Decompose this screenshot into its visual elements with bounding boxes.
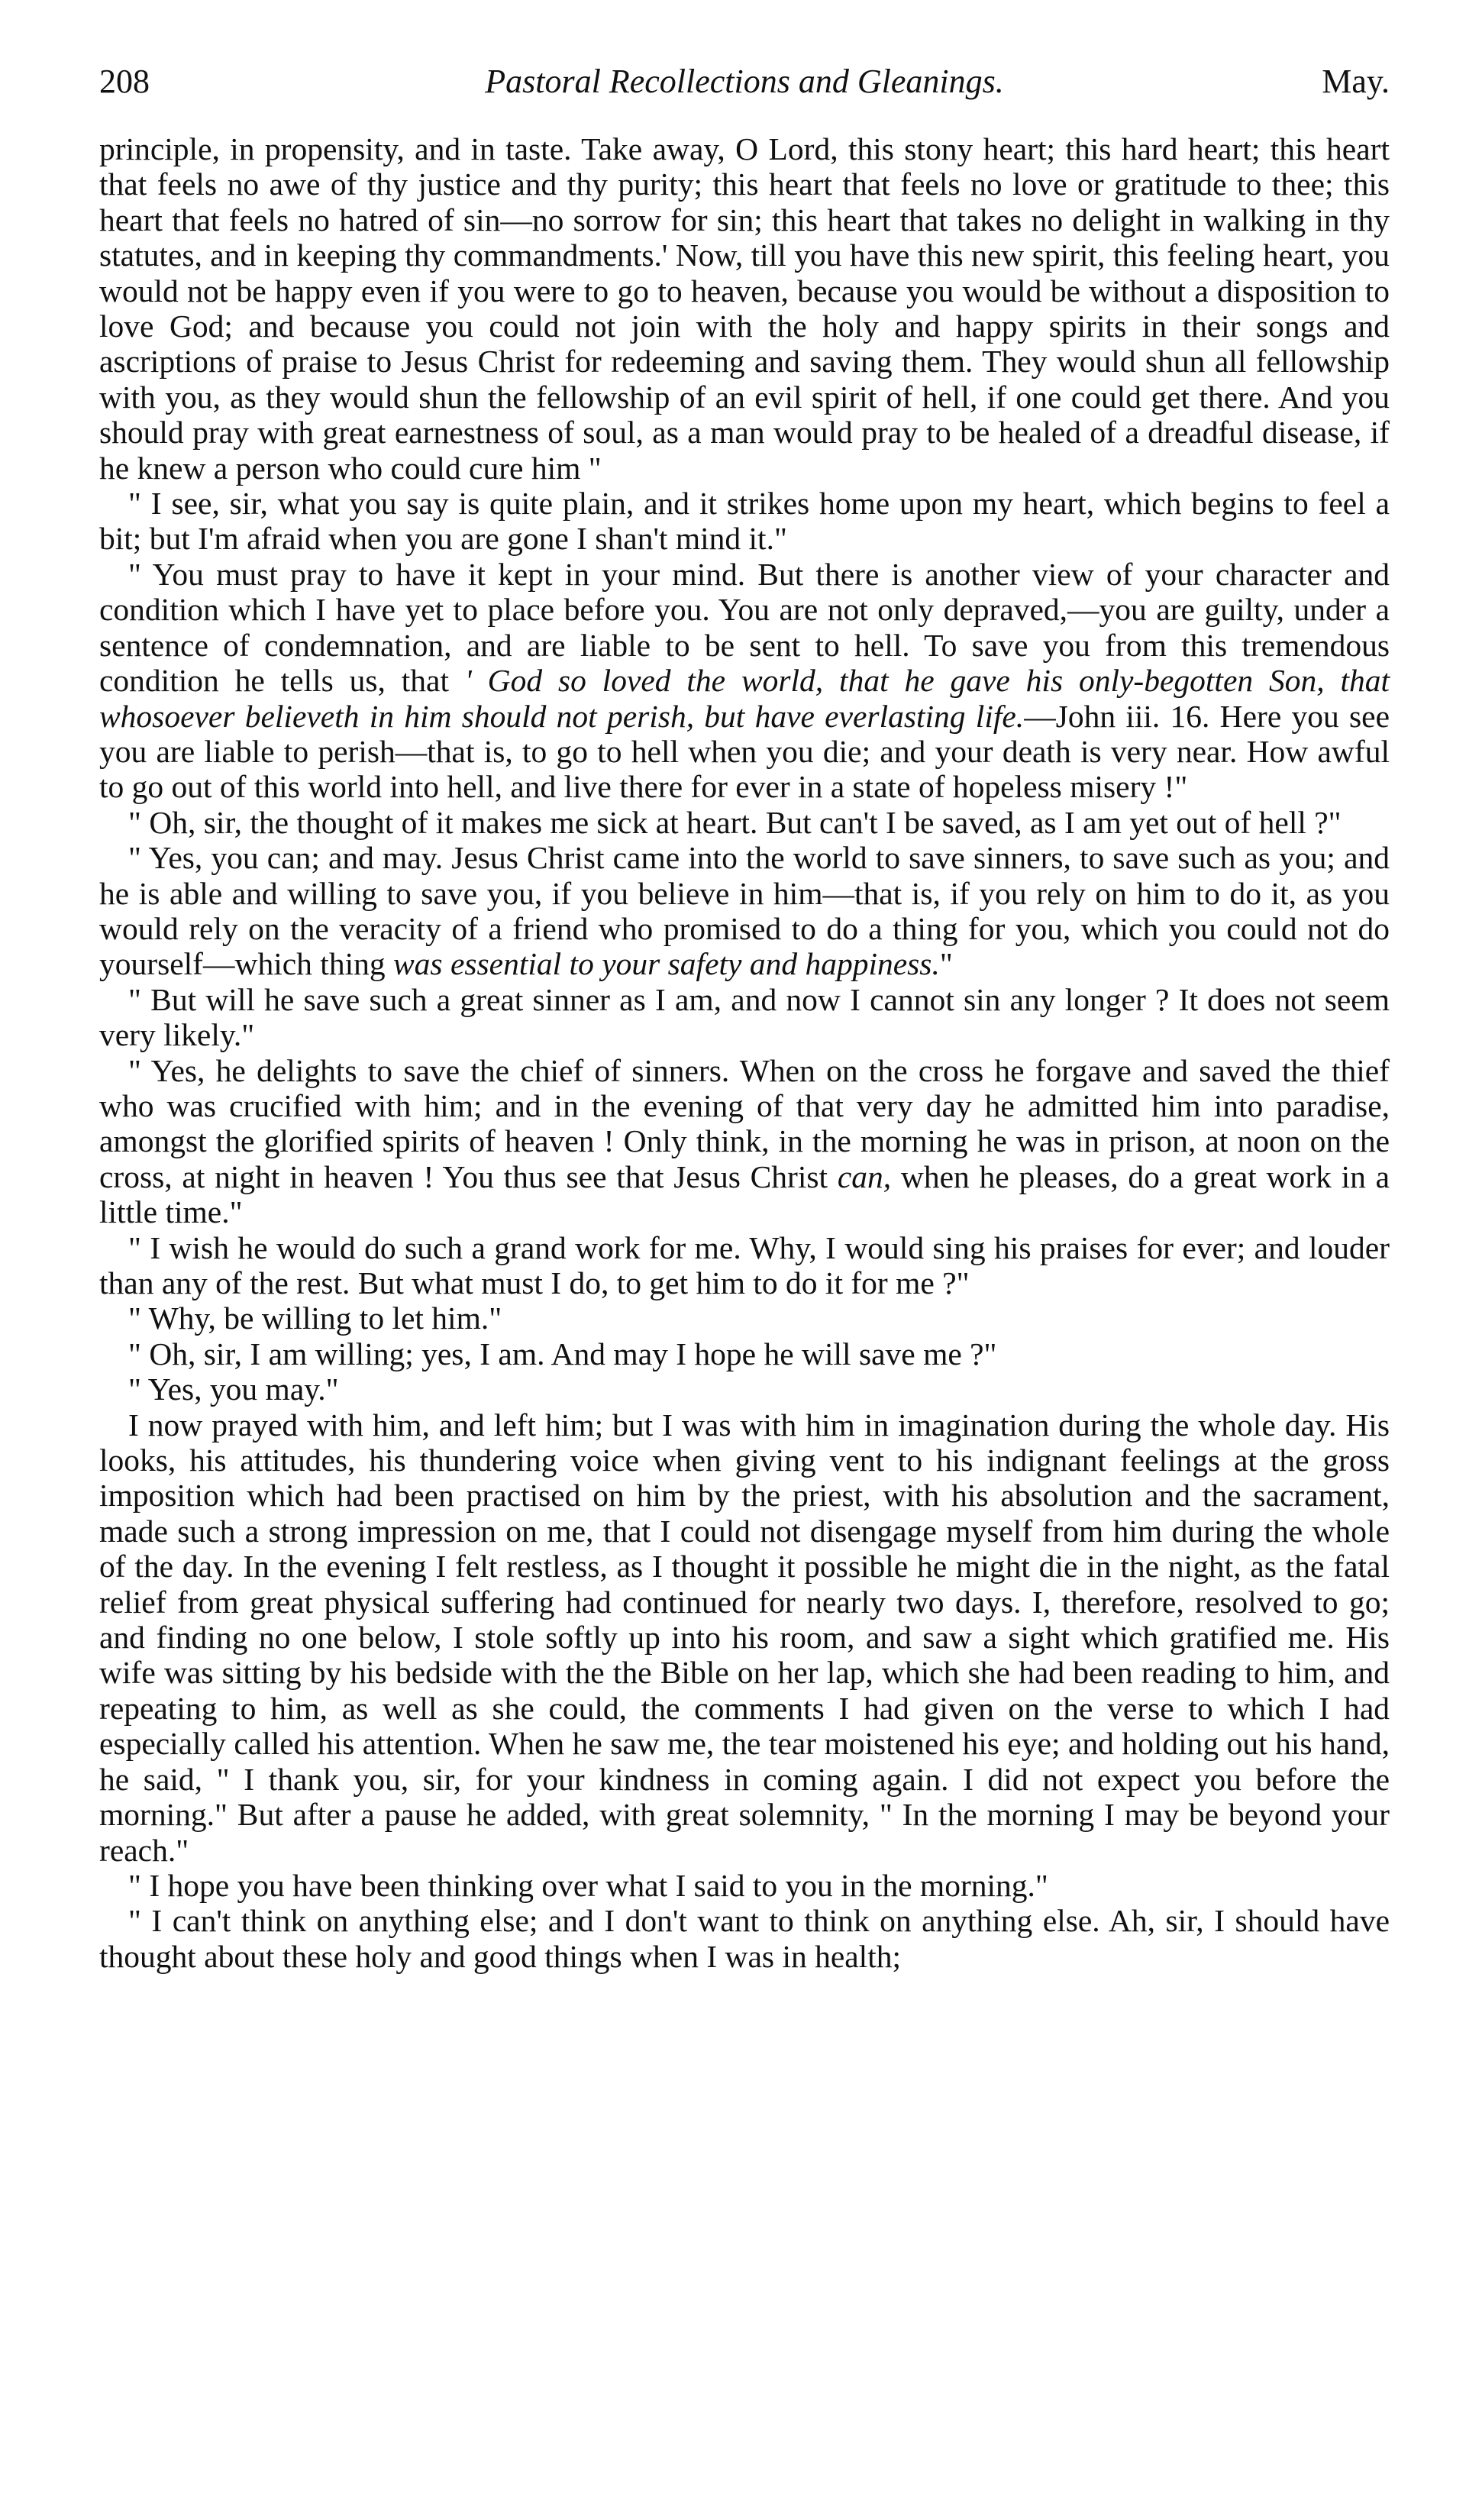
- paragraph: [99, 557, 1390, 805]
- paragraph-text: " I wish he would do such a grand work for me. Why, I would sing his praises for ever; and louder than any of the rest. But what must I do, to get him to do it for me ?": [99, 1229, 1390, 1300]
- paragraph-text: principle, in propensity, and in taste. Take away, O Lord, this stony heart; this hard heart; this heart that feels no awe of thy justice and thy purity; this heart that feels no love or gratitude to thee; this heart that feels no hatred of sin—no sorrow for sin; this heart that takes no delight in walking in thy statutes, and in keeping thy commandments.' Now, till you have this new spirit, this feeling heart, you would not be happy even if you were to go to heaven, because you would be without a disposition to love God; and because you could not join with the holy and happy spirits in their songs and ascriptions of praise to Jesus Christ for redeeming and saving them. They would shun all fellowship with you, as they would shun the fellowship of an evil spirit of hell, if one could get there. And you should pray with great earnestness of soul, as a man would pray to be healed of a dreadful disease, if he knew a person who could cure him ": [99, 131, 1390, 486]
- paragraph: [99, 1868, 1390, 1903]
- paragraph-text: " Why, be willing to let him.": [128, 1300, 502, 1336]
- paragraph-text: " Yes, he delights to save the chief of sinners. When on the cross he forgave and saved the thief who was crucified with him; and in the evening of that very day he admitted him into paradise, amongst the glorified spirits of heaven ! Only think, in the morning he was in prison, at noon on the cross, at night in heaven ! You thus see that Jesus Christ: [99, 1052, 1390, 1194]
- paragraph-text: " But will he save such a great sinner as I am, and now I cannot sin any longer ? It does not seem very likely.": [99, 981, 1390, 1053]
- paragraph-text: " Yes, you may.": [128, 1371, 339, 1407]
- page-body: [99, 131, 1390, 1974]
- paragraph: [99, 805, 1390, 840]
- paragraph-text-after: ": [939, 946, 953, 982]
- paragraph: [99, 131, 1390, 486]
- paragraph: [99, 1336, 1390, 1371]
- page-header: [99, 55, 1390, 108]
- paragraph: [99, 1230, 1390, 1301]
- paragraph-text: " Oh, sir, I am willing; yes, I am. And may I hope he will save me ?": [128, 1336, 997, 1371]
- paragraph-text: " I hope you have been thinking over what I said to you in the morning.": [128, 1867, 1048, 1903]
- emphasis-text: can,: [837, 1158, 892, 1194]
- paragraph: [99, 840, 1390, 982]
- paragraph: [99, 982, 1390, 1053]
- paragraph-text: " I see, sir, what you say is quite plain, and it strikes home upon my heart, which begins to feel a bit; but I'm afraid when you are gone I shan't mind it.": [99, 486, 1390, 557]
- paragraph-text-after: —John iii. 16. Here you see you are liable to perish—that is, to go to hell when you die; and your death is very near. How awful to go out of this world into hell, and live there for ever in a state of hopeless misery !": [99, 698, 1390, 805]
- page-number: 208: [99, 63, 150, 100]
- paragraph-text-after: when he pleases, do a great work in a little time.": [99, 1158, 1390, 1230]
- paragraph: [99, 1407, 1390, 1868]
- emphasis-text: was essential to your safety and happiness.: [392, 946, 940, 982]
- paragraph: [99, 1903, 1390, 1974]
- paragraph-text: " Yes, you can; and may. Jesus Christ came into the world to save sinners, to save such as you; and he is able and willing to save you, if you believe in him—that is, if you rely on him to do it, as you would rely on the veracity of a friend who promised to do a thing for you, which you could not do yourself—which thing: [99, 840, 1390, 982]
- header-month: May.: [1322, 63, 1390, 100]
- paragraph-text: I now prayed with him, and left him; but I was with him in imagination during the whole day. His looks, his attitudes, his thundering voice when giving vent to his indignant feelings at the gross imposition which had been practised on him by the priest, with his absolution and the sacrament, made such a strong impression on me, that I could not disengage myself from him during the whole of the day. In the evening I felt restless, as I thought it possible he might die in the night, as the fatal relief from great physical suffering had continued for nearly two days. I, therefore, resolved to go; and finding no one below, I stole softly up into his room, and saw a sight which gratified me. His wife was sitting by his bedside with the the Bible on her lap, which she had been reading to him, and repeating to him, as well as she could, the comments I had given on the verse to which I had especially called his attention. When he saw me, the tear moistened his eye; and holding out his hand, he said, " I thank you, sir, for your kindness in coming again. I did not expect you before the morning." But after a pause he added, with great solemnity, " In the morning I may be beyond your reach.": [99, 1407, 1390, 1868]
- paragraph-text: " You must pray to have it kept in your mind. But there is another view of your character and condition which I have yet to place before you. You are not only depraved,—you are guilty, under a sentence of condemnation, and are liable to be sent to hell. To save you from this tremendous condition he tells us, that: [99, 556, 1390, 699]
- paragraph-text: " I can't think on anything else; and I don't want to think on anything else. Ah, sir, I should have thought about these holy and good things when I was in health;: [99, 1903, 1390, 1974]
- running-title: Pastoral Recollections and Gleanings.: [485, 63, 1004, 100]
- paragraph-text: " Oh, sir, the thought of it makes me sick at heart. But can't I be saved, as I am yet out of hell ?": [128, 804, 1342, 840]
- paragraph: [99, 1300, 1390, 1336]
- paragraph: [99, 1053, 1390, 1230]
- paragraph: [99, 486, 1390, 557]
- paragraph: [99, 1371, 1390, 1407]
- scripture-quote: ' God so loved the world, that he gave his only-begotten Son, that whosoever believeth in him should not perish, but have everlasting life.: [99, 663, 1390, 734]
